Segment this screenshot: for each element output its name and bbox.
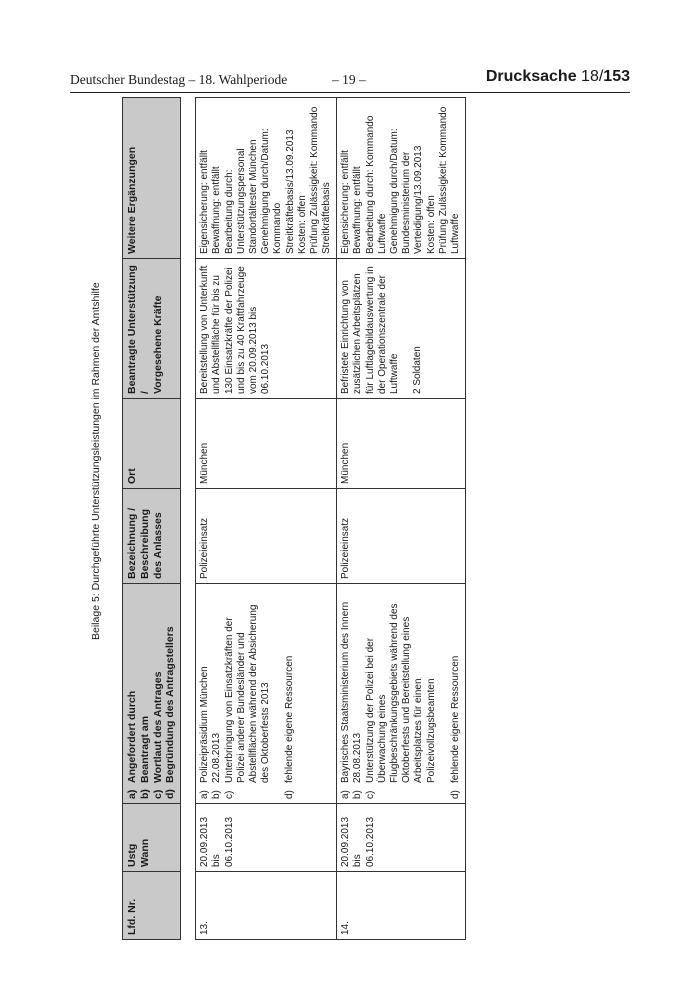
document-number [486, 68, 630, 86]
col-header-request [123, 584, 181, 804]
doc-number-main: 153 [603, 68, 630, 85]
support-text: Befristete Einrichtung von zusätzlichen Arbeitsplätzen für Luftlagebildauswertung in der Operationszentrale der Luftwaffe [340, 266, 400, 394]
col-header-request-c [152, 588, 165, 799]
key-a: a) [199, 790, 211, 799]
amtshilfe-table [122, 97, 466, 940]
spacer-row [181, 98, 196, 940]
row-ustg [196, 804, 337, 872]
key-c: c) [223, 790, 235, 799]
row-ort: München [337, 399, 466, 489]
row-support [337, 259, 466, 399]
erg-line: Bewaffnung: entfällt [211, 166, 223, 254]
col-header-erg: Weitere Ergänzungen [123, 98, 181, 259]
col-header-support-l1: Beantragte Unterstützung / [126, 265, 151, 394]
row-bez: Polizeieinsatz [196, 489, 337, 584]
key-a: a) [340, 790, 352, 799]
table-row [337, 98, 466, 940]
table-row [196, 98, 337, 940]
col-header-request-d-text: Begründung des Antragstellers [164, 626, 177, 783]
erg-line: Prüfung Zulässigkeit: Kommando Streitkräftebasis [308, 106, 333, 254]
key-d: d) [449, 790, 461, 799]
col-header-nr: Lfd. Nr. [123, 872, 181, 940]
ustg-to: 06.10.2013 [223, 816, 235, 867]
key-d: d) [284, 790, 296, 799]
col-header-ustg [123, 804, 181, 872]
ustg-from: 20.09.2013 [199, 816, 211, 867]
key-c: c) [151, 789, 164, 799]
col-header-ort: Ort [123, 399, 181, 489]
spacer-cell [181, 98, 196, 940]
request-a [199, 588, 211, 799]
col-header-request-b-text: Beantragt am [138, 715, 151, 783]
col-header-support [123, 259, 181, 399]
request-a-text: Bayrisches Staatsministerium des Innern [340, 601, 352, 783]
ustg-bis: bis [211, 854, 223, 867]
key-d: d) [164, 789, 177, 799]
row-bez: Polizeieinsatz [337, 489, 466, 584]
page-number: – 19 – [332, 72, 366, 87]
request-b-text: 28.08.2013 [352, 732, 364, 783]
ustg-bis: bis [352, 854, 364, 867]
support-personnel: 2 Soldaten [412, 346, 424, 394]
key-b: b) [352, 790, 364, 799]
row-ustg [337, 804, 466, 872]
key-b: b) [211, 790, 223, 799]
row-ort: München [196, 399, 337, 489]
request-c [365, 588, 438, 799]
request-gap [438, 588, 450, 799]
erg-line: Genehmigung durch/Datum: Kommando Streitkräftebasis/13.09.2013 [260, 128, 296, 254]
request-a [340, 588, 352, 799]
rotated-table-page [90, 100, 560, 940]
col-header-ustg-l1: Ustg [126, 843, 138, 867]
request-gap [272, 588, 284, 799]
table-header-row [123, 98, 181, 940]
col-header-bez [123, 489, 181, 584]
request-a-text: Polizeipräsidium München [199, 666, 211, 783]
col-header-request-a [126, 588, 139, 799]
request-d [450, 588, 462, 799]
request-d [284, 588, 296, 799]
request-d-text: fehlende eigene Ressourcen [449, 655, 461, 783]
page-header [70, 68, 630, 90]
row-request [337, 584, 466, 804]
request-c [224, 588, 273, 799]
row-nr: 14. [337, 872, 466, 940]
request-b-text: 22.08.2013 [211, 732, 223, 783]
erg-line: Bewaffnung: entfällt [352, 166, 364, 254]
doc-number-prefix: 18/ [581, 68, 604, 85]
erg-line: Bearbeitung durch: Unterstützungspersonal Standortältester München [223, 139, 259, 254]
erg-line: Kosten: offen [296, 195, 308, 254]
key-a: a) [126, 789, 138, 799]
row-support: Bereitstellung von Unterkunft und Abstellfläche für bis zu 130 Einsatzkräfte der Polizei und bis zu 40 Kraftfahrzeuge vom 20.09.2013 bis 06.10.2013 [196, 259, 337, 399]
request-b [211, 588, 223, 799]
col-header-bez-l2: Beschreibung [138, 508, 151, 579]
row-erg [337, 98, 466, 259]
request-d-text: fehlende eigene Ressourcen [284, 655, 296, 783]
col-header-support-l2: Vorgesehene Kräfte [151, 295, 164, 394]
row-request [196, 584, 337, 804]
header-rule [70, 92, 630, 93]
erg-line: Kosten: offen [425, 195, 437, 254]
col-header-request-d [164, 588, 177, 799]
col-header-request-a-text: Angefordert durch [126, 690, 138, 783]
erg-line: Eigensicherung: entfällt [340, 150, 352, 254]
key-b: b) [138, 789, 151, 799]
request-c-text: Unterstützung der Polizei bei der Überwachung eines Flugbeschränkungsgebiets während des Oktoberfests und Bereitstellung eines Arbeitsplatzes für einen Polizeivollzugsbeamten [364, 603, 437, 783]
request-b [352, 588, 364, 799]
request-c-text: Unterbringung von Einsatzkräften der Polizei anderer Bundesländer und Abstellflächen während der Absicherung des Oktoberfests 2013 [223, 604, 272, 783]
row-nr: 13. [196, 872, 337, 940]
col-header-bez-l1: Bezeichnung / [126, 507, 138, 579]
erg-line: Genehmigung durch/Datum: Bundesministerium der Verteidigung/13.09.2013 [389, 128, 425, 254]
erg-line: Prüfung Zulässigkeit: Kommando Luftwaffe [437, 106, 461, 254]
ustg-from: 20.09.2013 [340, 816, 352, 867]
erg-line: Eigensicherung: entfällt [199, 150, 211, 254]
ustg-to: 06.10.2013 [364, 816, 376, 867]
row-erg [196, 98, 337, 259]
col-header-request-b [139, 588, 152, 799]
col-header-bez-l3: des Anlasses [151, 512, 164, 579]
key-c: c) [364, 790, 376, 799]
doc-label: Drucksache [485, 68, 577, 85]
erg-line: Bearbeitung durch: Kommando Luftwaffe [364, 115, 388, 254]
col-header-ustg-l2: Wann [138, 838, 151, 867]
table-caption: Beilage 5: Durchgeführte Unterstützungsleistungen im Rahmen der Amtshilfe [90, 282, 102, 640]
parliament-title: Deutscher Bundestag – 18. Wahlperiode [70, 72, 288, 87]
col-header-request-c-text: Wortlaut des Antrages [151, 671, 164, 783]
